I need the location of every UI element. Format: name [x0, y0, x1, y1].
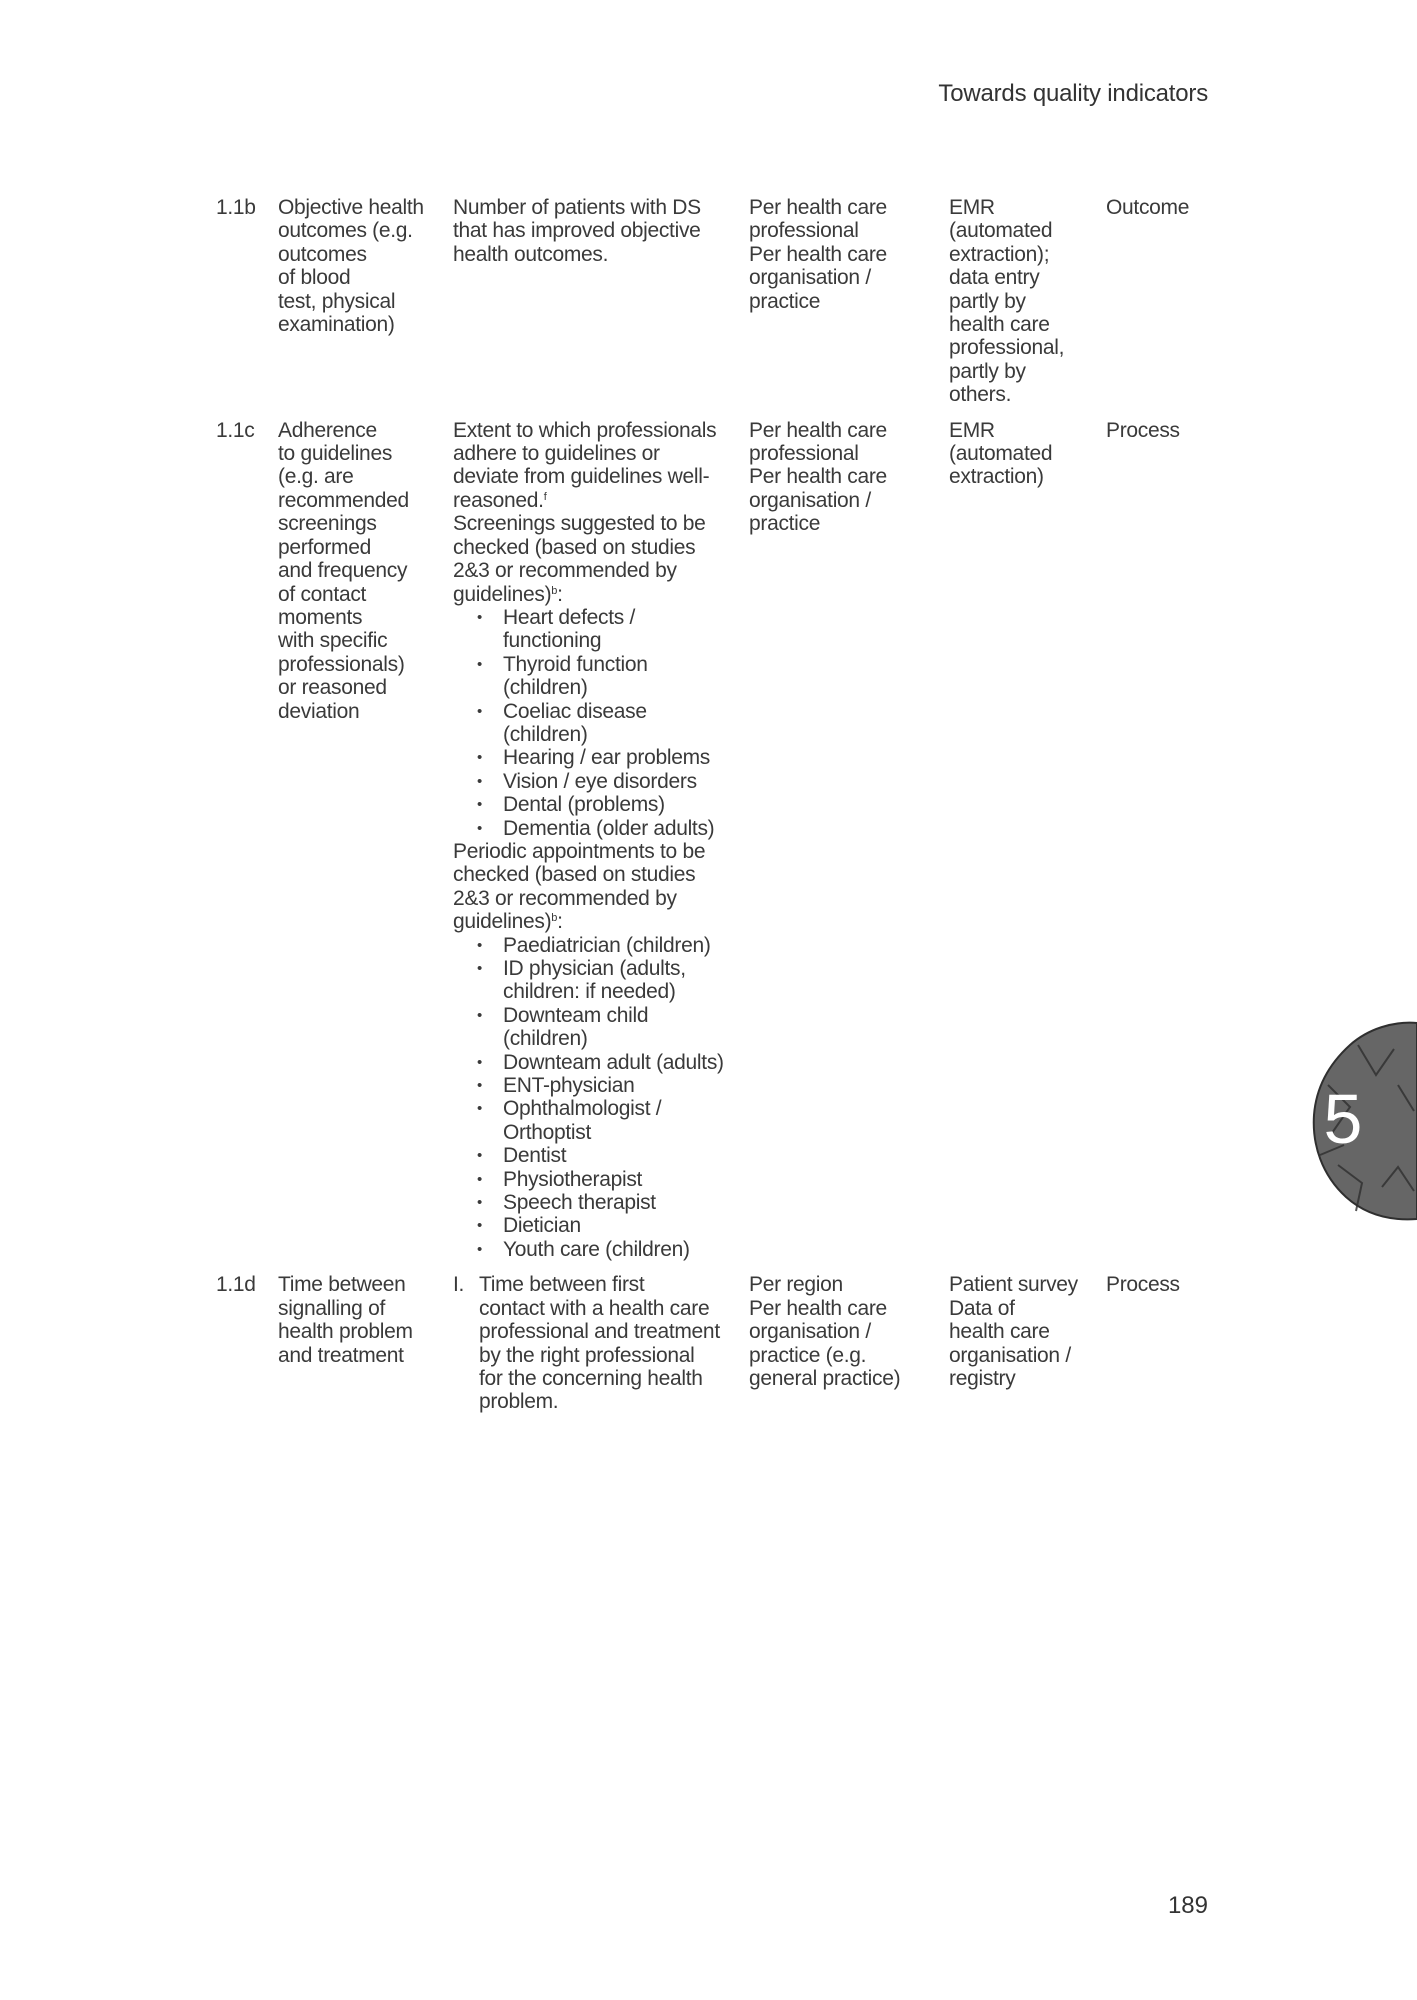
footnote-marker: b: [551, 912, 558, 925]
list-item: • Physiotherapist: [453, 1168, 749, 1191]
indicator-description: [453, 1273, 749, 1413]
page-number: 189: [1167, 1892, 1208, 1919]
footnote-marker: b: [551, 584, 558, 597]
indicator-description: Number of patients with DS that has improved objective health outcomes.: [453, 196, 701, 266]
screenings-list: [453, 606, 749, 840]
appointments-list: [453, 934, 749, 1262]
list-item: • Hearing / ear problems: [453, 746, 749, 769]
quality-indicator-table: [216, 196, 1216, 1426]
list-item: • Dentist: [453, 1144, 749, 1167]
list-item: • Ophthalmologist / Orthoptist: [453, 1097, 749, 1144]
list-item: • Heart defects / functioning: [453, 606, 749, 653]
footnote-marker: f: [543, 490, 547, 503]
list-item: • Dietician: [453, 1214, 749, 1237]
measurement-level: Per health care professional Per health care organisation / practice: [749, 418, 887, 536]
list-item: • Dental (problems): [453, 793, 749, 816]
list-item: • Speech therapist: [453, 1191, 749, 1214]
measurement-level: Per health care professional Per health care organisation / practice: [749, 196, 887, 313]
measurement-level: Per region Per health care organisation / practice (e.g. general practice): [749, 1273, 901, 1390]
indicator-type: Process: [1106, 1273, 1180, 1297]
indicator-type: Outcome: [1106, 196, 1190, 219]
data-source: EMR (automated extraction); data entry partly by health care professional, partly by others.: [949, 196, 1065, 407]
indicator-description: [453, 419, 749, 1262]
numbered-text: Time between first contact with a health care professional and treatment by the right professional for the concerning health problem.: [479, 1273, 720, 1414]
indicator-name: Objective health outcomes (e.g. outcomes of blood test, physical examination): [278, 196, 424, 337]
list-item: • Thyroid function (children): [453, 653, 749, 700]
indicator-name: Adherence to guidelines (e.g. are recommended screenings performed and frequency of contact moments with specific professionals) or reasoned deviation: [278, 418, 409, 723]
list-item: • Downteam child (children): [453, 1004, 749, 1051]
chapter-number: 5: [1323, 1080, 1363, 1158]
list-item: • Youth care (children): [453, 1238, 749, 1261]
screenings-heading: Screenings suggested to be checked (based on studies 2&3 or recommended by guidelines)$^b$:: [453, 512, 706, 606]
numbered-label: I.: [453, 1273, 465, 1297]
running-header: Towards quality indicators: [938, 80, 1208, 107]
indicator-id: 1.1c: [216, 418, 255, 442]
table-row: [216, 1273, 1216, 1413]
data-source: Patient survey Data of health care organisation / registry: [949, 1273, 1078, 1390]
list-item: • Paediatrician (children): [453, 934, 749, 957]
list-item: • ENT-physician: [453, 1074, 749, 1097]
table-row: [216, 196, 1216, 407]
description-intro: Extent to which professionals adhere to guidelines or deviate from guidelines well- reasoned.$^f$: [453, 418, 717, 512]
list-item: • Downteam adult (adults): [453, 1051, 749, 1074]
indicator-type: Process: [1106, 418, 1180, 442]
indicator-id: 1.1d: [216, 1273, 256, 1297]
indicator-id: 1.1b: [216, 196, 256, 219]
list-item: • Coeliac disease (children): [453, 700, 749, 747]
list-item: • Dementia (older adults): [453, 817, 749, 840]
data-source: EMR (automated extraction): [949, 418, 1053, 489]
list-item: • Vision / eye disorders: [453, 770, 749, 793]
chapter-tab-icon: [1298, 1015, 1417, 1225]
indicator-name: Time between signalling of health problem and treatment: [278, 1273, 413, 1367]
table-row: [216, 419, 1216, 1262]
list-item: • ID physician (adults, children: if needed): [453, 957, 749, 1004]
appointments-heading: Periodic appointments to be checked (based on studies 2&3 or recommended by guidelines)$^b$:: [453, 839, 706, 934]
